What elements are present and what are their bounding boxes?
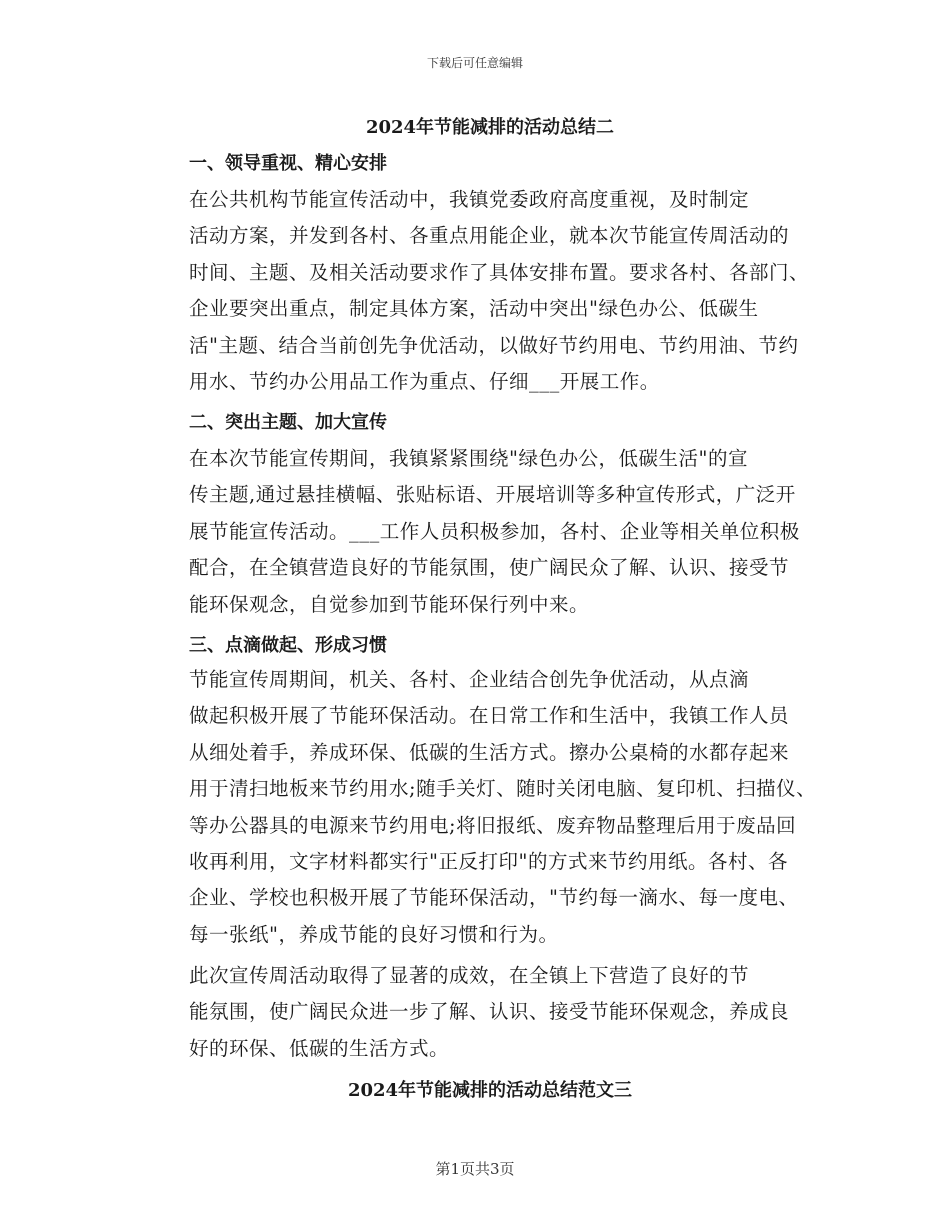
- text-line: 时间、主题、及相关活动要求作了具体安排布置。要求各村、各部门、: [189, 260, 810, 284]
- text-line: 在本次节能宣传期间，我镇紧紧围绕"绿色办公，低碳生活"的宣: [189, 447, 748, 470]
- text-line: 在公共机构节能宣传活动中，我镇党委政府高度重视，及时制定: [189, 188, 750, 211]
- section-heading-2: 二、突出主题、加大宣传: [189, 412, 387, 433]
- document-title: 2024年节能减排的活动总结二: [365, 117, 615, 138]
- text-line: 活动方案，并发到各村、各重点用能企业，就本次节能宣传周活动的: [189, 224, 790, 248]
- section-heading-1: 一、领导重视、精心安排: [189, 153, 387, 174]
- text-line: 传主题,通过悬挂横幅、张贴标语、开展培训等多种宣传形式，广泛开: [189, 483, 796, 507]
- page-header: 下载后可任意编辑: [426, 56, 523, 70]
- text-line: 能氛围，使广阔民众进一步了解、认识、接受节能环保观念，养成良: [189, 1000, 790, 1024]
- text-line: 等办公器具的电源来节约用电;将旧报纸、废弃物品整理后用于废品回: [189, 813, 797, 837]
- text-line: 活"主题、结合当前创先争优活动，以做好节约用电、节约用油、节约: [189, 333, 799, 357]
- text-line: 做起积极开展了节能环保活动。在日常工作和生活中，我镇工作人员: [189, 704, 790, 728]
- next-section-title: 2024年节能减排的活动总结范文三: [347, 1080, 633, 1101]
- text-line: 每一张纸"，养成节能的良好习惯和行为。: [189, 922, 559, 946]
- text-line: 用于清扫地板来节约用水;随手关灯、随时关闭电脑、复印机、扫描仪、: [189, 777, 817, 801]
- text-line: 展节能宣传活动。___工作人员积极参加，各村、企业等相关单位积极: [189, 519, 800, 543]
- text-line: 用水、节约办公用品工作为重点、仔细___开展工作。: [189, 370, 660, 394]
- text-line: 配合，在全镇营造良好的节能氛围，使广阔民众了解、认识、接受节: [189, 556, 790, 580]
- text-line: 此次宣传周活动取得了显著的成效，在全镇上下营造了良好的节: [189, 964, 750, 987]
- text-line: 企业要突出重点，制定具体方案，活动中突出"绿色办公、低碳生: [189, 297, 759, 321]
- section-paragraph-1: [141, 182, 831, 400]
- conclusion-paragraph: [141, 958, 831, 1067]
- text-line: 好的环保、低碳的生活方式。: [189, 1036, 450, 1060]
- text-line: 能环保观念，自觉参加到节能环保行列中来。: [189, 592, 590, 616]
- section-heading-3: 三、点滴做起、形成习惯: [189, 635, 387, 656]
- text-line: 从细处着手，养成环保、低碳的生活方式。擦办公桌椅的水都存起来: [189, 740, 790, 764]
- text-line: 收再利用，文字材料都实行"正反打印"的方式来节约用纸。各村、各: [189, 850, 788, 874]
- section-paragraph-3: [141, 662, 831, 953]
- text-line: 节能宣传周期间，机关、各村、企业结合创先争优活动，从点滴: [189, 668, 750, 691]
- section-paragraph-2: [141, 441, 831, 623]
- text-line: 企业、学校也积极开展了节能环保活动，"节约每一滴水、每一度电、: [189, 886, 799, 910]
- page-footer: 第1页共3页: [435, 1160, 515, 1178]
